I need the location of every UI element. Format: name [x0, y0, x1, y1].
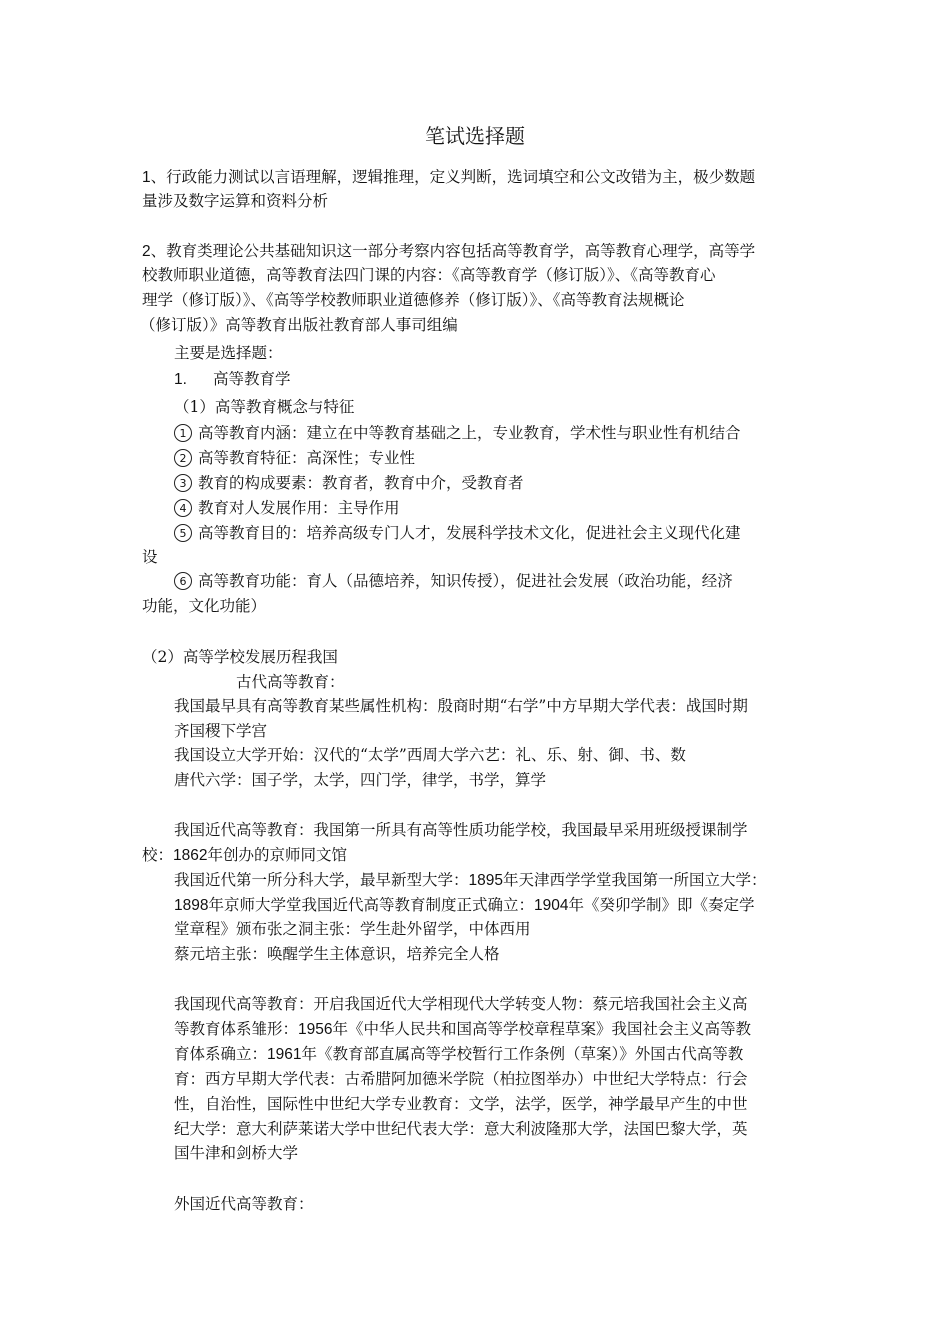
- modern-line-7: 国牛津和剑桥大学: [174, 1144, 299, 1162]
- modern-line-1: 我国现代高等教育：开启我国近代大学相现代大学转变人物：蔡元培我国社会主义高: [174, 995, 748, 1013]
- text-segment: 年创办的京师同文馆: [207, 846, 348, 864]
- near-modern-line-2: [142, 843, 347, 868]
- paragraph-2-line-2: 校教师职业道德，高等教育法四门课的内容：《高等教育学（修订版）》、《高等教育心: [142, 266, 716, 284]
- ancient-line-2: 齐国稷下学宫: [174, 722, 268, 740]
- paragraph-2-number: 2、: [142, 243, 167, 260]
- text-segment: 年《中华人民共和国高等学校章程草案》我国社会主义高等教: [332, 1020, 752, 1038]
- circled-number-5: 5: [174, 524, 192, 542]
- paragraph-1-number: 1、: [142, 169, 167, 186]
- list-item-text: 教育对人发展作用：主导作用: [198, 499, 400, 517]
- paragraph-2-line-3: 理学（修订版）》、《高等学校教师职业道德修养（修订版）》、《高等教育法规概论: [142, 291, 685, 309]
- text-segment: 育体系确立：: [174, 1045, 268, 1063]
- list-item-text: 高等教育特征：高深性；专业性: [198, 449, 416, 467]
- subsection-1-heading: （1）高等教育概念与特征: [174, 398, 355, 416]
- near-modern-line-4: [174, 893, 755, 918]
- list-item: [174, 569, 733, 593]
- text-segment: 校：: [142, 846, 174, 864]
- modern-line-5: 性，自治性，国际性中世纪大学专业教育：文学，法学，医学，神学最早产生的中世: [174, 1095, 748, 1113]
- year: 1904: [534, 897, 569, 914]
- list-item-text: 高等教育功能：育人（品德培养，知识传授），促进社会发展（政治功能，经济: [198, 572, 733, 590]
- list-item-text: 高等教育内涵：建立在中等教育基础之上，专业教育，学术性与职业性有机结合: [198, 424, 741, 442]
- list-item: [174, 446, 415, 470]
- section-1-number: 1.: [174, 371, 187, 388]
- list-item: [174, 521, 741, 545]
- year: 1961: [267, 1046, 302, 1063]
- list-item: [174, 471, 524, 495]
- text-segment: 年《教育部直属高等学校暂行工作条例（草案）》外国古代高等教: [301, 1045, 744, 1063]
- paragraph-1-line-2: 量涉及数字运算和资料分析: [142, 192, 329, 210]
- text-segment: 年《癸卯学制》即《奏定学: [568, 896, 755, 914]
- year: 1898: [174, 897, 209, 914]
- list-item-text: 教育的构成要素：教育者，教育中介，受教育者: [198, 474, 524, 492]
- near-modern-line-1: 我国近代高等教育：我国第一所具有高等性质功能学校，我国最早采用班级授课制学: [174, 821, 748, 839]
- ancient-education-heading: 古代高等教育：: [236, 673, 345, 691]
- paragraph-1-text: 行政能力测试以言语理解，逻辑推理，定义判断，选词填空和公文改错为主，极少数题: [166, 168, 756, 186]
- text-segment: 年京师大学堂我国近代高等教育制度正式确立：: [208, 896, 534, 914]
- list-item: [174, 421, 741, 445]
- ancient-line-4: 唐代六学：国子学，太学，四门学，律学，书学，算学: [174, 771, 547, 789]
- year: 1956: [298, 1021, 333, 1038]
- list-item: [174, 496, 400, 520]
- modern-line-3: [174, 1042, 743, 1067]
- list-item-continuation: 功能，文化功能）: [142, 597, 267, 615]
- near-modern-line-6: 蔡元培主张：唤醒学生主体意识，培养完全人格: [174, 945, 500, 963]
- modern-line-2: [174, 1017, 751, 1042]
- paragraph-2-line-4: （修订版）》高等教育出版社教育部人事司组编: [140, 316, 458, 334]
- modern-line-4: 育：西方早期大学代表：古希腊阿加德米学院（柏拉图举办）中世纪大学特点：行会: [174, 1070, 748, 1088]
- list-item-text: 高等教育目的：培养高级专门人才，发展科学技术文化，促进社会主义现代化建: [198, 524, 741, 542]
- ancient-line-3: 我国设立大学开始：汉代的“太学”西周大学六艺：礼、乐、射、御、书、数: [174, 746, 686, 764]
- text-segment: 年天津西学学堂我国第一所国立大学：: [503, 871, 767, 889]
- foreign-near-modern-heading: 外国近代高等教育：: [174, 1195, 314, 1213]
- near-modern-line-5: 堂章程》颁布张之洞主张：学生赴外留学，中体西用: [174, 920, 531, 938]
- modern-line-6: 纪大学：意大利萨莱诺大学中世纪代表大学：意大利波隆那大学，法国巴黎大学，英: [174, 1120, 748, 1138]
- subsection-2-heading: （2）高等学校发展历程我国: [142, 648, 338, 666]
- section-1-heading: [174, 367, 290, 392]
- circled-number-4: 4: [174, 499, 192, 517]
- main-choice-label: 主要是选择题：: [174, 344, 283, 362]
- year: 1895: [468, 872, 503, 889]
- document-title: 笔试选择题: [425, 124, 525, 148]
- near-modern-line-3: [174, 868, 767, 893]
- circled-number-2: 2: [174, 449, 192, 467]
- paragraph-1-line-1: [142, 165, 755, 190]
- text-segment: 等教育体系雏形：: [174, 1020, 299, 1038]
- paragraph-2-line-1: [142, 239, 755, 264]
- list-item-continuation: 设: [142, 548, 158, 566]
- text-segment: 我国近代第一所分科大学，最早新型大学：: [174, 871, 469, 889]
- ancient-line-1: 我国最早具有高等教育某些属性机构：殷商时期“右学”中方早期大学代表：战国时期: [174, 697, 748, 715]
- paragraph-2-text: 教育类理论公共基础知识这一部分考察内容包括高等教育学，高等教育心理学，高等学: [166, 242, 756, 260]
- circled-number-3: 3: [174, 474, 192, 492]
- year: 1862: [173, 847, 208, 864]
- circled-number-6: 6: [174, 572, 192, 590]
- section-1-label: 高等教育学: [212, 370, 291, 388]
- circled-number-1: 1: [174, 424, 192, 442]
